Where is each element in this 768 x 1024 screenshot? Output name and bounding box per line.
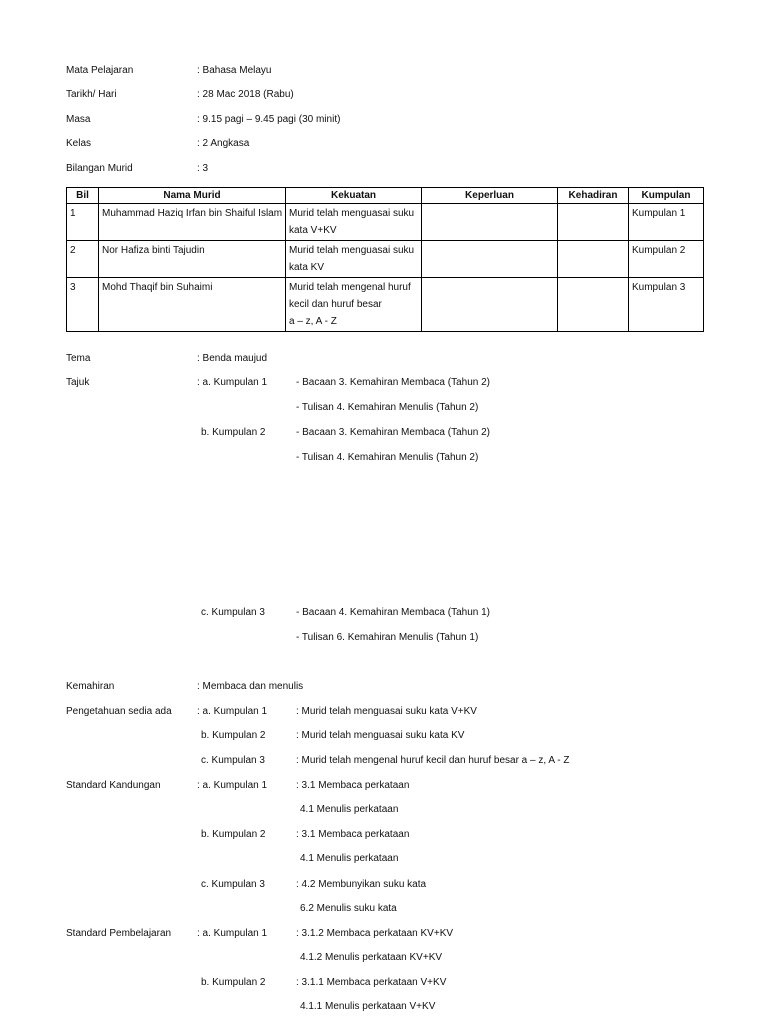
- cell-kehadiran: [558, 241, 629, 278]
- pengetahuan-group-2: b. Kumpulan 2: [201, 730, 266, 741]
- pengetahuan-text: : Murid telah mengenal huruf kecil dan huruf besar a – z, A - Z: [296, 755, 570, 766]
- subject-value: : Bahasa Melayu: [197, 65, 272, 76]
- header-nama: Nama Murid: [99, 188, 286, 204]
- tajuk-item: - Bacaan 3. Kemahiran Membaca (Tahun 2): [296, 377, 490, 388]
- tajuk-group-1: : a. Kumpulan 1: [197, 377, 268, 388]
- table-header-row: [67, 188, 704, 204]
- sp-item: 4.1.2 Menulis perkataan KV+KV: [300, 952, 443, 963]
- header-kehadiran: Kehadiran: [558, 188, 629, 204]
- cell-nama: Nor Hafiza binti Tajudin: [99, 241, 286, 278]
- tajuk-item: - Tulisan 4. Kemahiran Menulis (Tahun 2): [296, 452, 479, 463]
- header-kekuatan: Kekuatan: [286, 188, 422, 204]
- sk-group-2: b. Kumpulan 2: [201, 829, 266, 840]
- tema-label: Tema: [66, 353, 91, 364]
- sk-group-1: : a. Kumpulan 1: [197, 780, 268, 791]
- pengetahuan-text: : Murid telah menguasai suku kata V+KV: [296, 706, 477, 717]
- cell-bil: 1: [67, 204, 99, 241]
- table-row: [67, 241, 704, 278]
- cell-keperluan: [422, 204, 558, 241]
- student-count-label: Bilangan Murid: [66, 163, 133, 174]
- kekuatan-line: Murid telah mengenal huruf: [289, 282, 411, 293]
- date-value: : 28 Mac 2018 (Rabu): [197, 89, 294, 100]
- kekuatan-line: kata KV: [289, 262, 325, 273]
- table-row: [67, 204, 704, 241]
- cell-kekuatan: [286, 241, 422, 278]
- pengetahuan-group-3: c. Kumpulan 3: [201, 755, 265, 766]
- header-keperluan: Keperluan: [422, 188, 558, 204]
- tajuk-item: - Bacaan 4. Kemahiran Membaca (Tahun 1): [296, 607, 490, 618]
- cell-kumpulan: Kumpulan 1: [629, 204, 704, 241]
- sk-item: : 3.1 Membaca perkataan: [296, 780, 410, 791]
- kekuatan-line: kata V+KV: [289, 225, 337, 236]
- sk-group-3: c. Kumpulan 3: [201, 879, 265, 890]
- cell-kehadiran: [558, 204, 629, 241]
- sp-item: : 3.1.1 Membaca perkataan V+KV: [296, 977, 447, 988]
- tajuk-item: - Tulisan 6. Kemahiran Menulis (Tahun 1): [296, 632, 479, 643]
- pengetahuan-group-1: : a. Kumpulan 1: [197, 706, 268, 717]
- time-value: : 9.15 pagi – 9.45 pagi (30 minit): [197, 114, 341, 125]
- cell-keperluan: [422, 241, 558, 278]
- table-row: [67, 278, 704, 332]
- kemahiran-label: Kemahiran: [66, 681, 115, 692]
- cell-bil: 2: [67, 241, 99, 278]
- cell-kehadiran: [558, 278, 629, 332]
- sp-group-2: b. Kumpulan 2: [201, 977, 266, 988]
- sk-item: : 4.2 Membunyikan suku kata: [296, 879, 427, 890]
- sk-item: 4.1 Menulis perkataan: [300, 853, 399, 864]
- cell-bil: 3: [67, 278, 99, 332]
- header-kumpulan: Kumpulan: [629, 188, 704, 204]
- sp-group-1: : a. Kumpulan 1: [197, 928, 268, 939]
- tajuk-group-3: c. Kumpulan 3: [201, 607, 265, 618]
- sk-item: : 3.1 Membaca perkataan: [296, 829, 410, 840]
- kemahiran-value: : Membaca dan menulis: [197, 681, 304, 692]
- standard-kandungan-label: Standard Kandungan: [66, 780, 161, 791]
- class-label: Kelas: [66, 138, 92, 149]
- kekuatan-line: kecil dan huruf besar: [289, 299, 382, 310]
- sk-item: 6.2 Menulis suku kata: [300, 903, 397, 914]
- time-label: Masa: [66, 114, 91, 125]
- class-value: : 2 Angkasa: [197, 138, 250, 149]
- pengetahuan-text: : Murid telah menguasai suku kata KV: [296, 730, 465, 741]
- sk-item: 4.1 Menulis perkataan: [300, 804, 399, 815]
- sp-item: : 3.1.2 Membaca perkataan KV+KV: [296, 928, 454, 939]
- tema-value: : Benda maujud: [197, 353, 268, 364]
- cell-nama: Mohd Thaqif bin Suhaimi: [99, 278, 286, 332]
- pengetahuan-label: Pengetahuan sedia ada: [66, 706, 172, 717]
- cell-nama: Muhammad Haziq Irfan bin Shaiful Islam: [99, 204, 286, 241]
- cell-kekuatan: [286, 204, 422, 241]
- date-label: Tarikh/ Hari: [66, 89, 117, 100]
- cell-kumpulan: Kumpulan 3: [629, 278, 704, 332]
- kekuatan-line: Murid telah menguasai suku: [289, 208, 415, 219]
- student-count-value: : 3: [197, 163, 209, 174]
- tajuk-group-2: b. Kumpulan 2: [201, 427, 266, 438]
- subject-label: Mata Pelajaran: [66, 65, 134, 76]
- tajuk-item: - Tulisan 4. Kemahiran Menulis (Tahun 2): [296, 402, 479, 413]
- standard-pembelajaran-label: Standard Pembelajaran: [66, 928, 172, 939]
- cell-keperluan: [422, 278, 558, 332]
- header-bil: Bil: [67, 188, 99, 204]
- kekuatan-line: Murid telah menguasai suku: [289, 245, 415, 256]
- cell-kumpulan: Kumpulan 2: [629, 241, 704, 278]
- student-table: [66, 187, 704, 332]
- kekuatan-line: a – z, A - Z: [289, 316, 337, 327]
- sp-item: 4.1.1 Menulis perkataan V+KV: [300, 1001, 436, 1012]
- cell-kekuatan: [286, 278, 422, 332]
- tajuk-item: - Bacaan 3. Kemahiran Membaca (Tahun 2): [296, 427, 490, 438]
- tajuk-label: Tajuk: [66, 377, 90, 388]
